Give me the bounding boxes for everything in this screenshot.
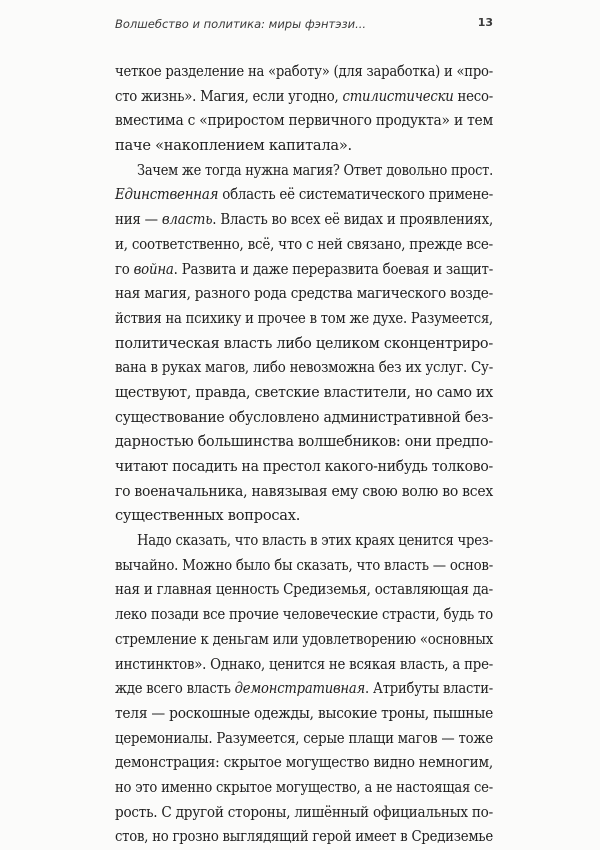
text-run: теля — роскошные одежды, высокие троны, пышные [115, 704, 494, 722]
emphasized-text: стилистически [342, 87, 454, 105]
text-run: инстинктов». Однако, ценится не всякая власть, а пре- [115, 655, 494, 673]
text-line [115, 727, 493, 752]
text-line [115, 529, 493, 554]
text-line [115, 258, 493, 283]
text-line [115, 554, 493, 579]
text-line [115, 60, 493, 85]
text-run: демонстрация: скрытое могущество видно немногим, [115, 754, 493, 772]
text-line [115, 183, 493, 208]
text-run: четкое разделение на «работу» (для заработка) и «про- [115, 63, 493, 80]
text-run: . Власть во всех её видах и проявлениях, [212, 211, 493, 229]
body-text [115, 60, 493, 850]
text-line [115, 578, 493, 603]
text-run: . Развита и даже переразвита боевая и защит- [173, 260, 494, 278]
page-number: 13 [477, 16, 493, 29]
text-line [115, 628, 493, 653]
text-line [115, 332, 493, 357]
text-run: ния — [115, 211, 162, 229]
text-line [115, 801, 493, 826]
text-run: Надо сказать, что власть в этих краях ценится чрез- [137, 532, 493, 550]
text-line [115, 381, 493, 406]
text-line [115, 233, 493, 258]
page-header [115, 14, 493, 36]
text-run: церемониалы. Разумеется, серые плащи магов — тоже [115, 729, 494, 747]
text-run: стов, но грозно выглядящий герой имеет в Средиземье [115, 828, 494, 846]
text-line [115, 825, 493, 850]
text-line [115, 109, 493, 134]
emphasized-text: война [133, 260, 174, 278]
text-run: область её систематического примене- [218, 186, 494, 204]
text-run: рость. С другой стороны, лишённый официальных по- [115, 803, 493, 821]
emphasized-text: власть [161, 211, 213, 229]
text-run: ществуют, правда, светские властители, но само их [115, 383, 493, 401]
text-run: го [115, 260, 134, 278]
text-line [115, 455, 493, 480]
text-line [115, 406, 493, 431]
text-line [115, 603, 493, 628]
text-line [115, 430, 493, 455]
text-line [115, 776, 493, 801]
text-line [115, 85, 493, 110]
text-run: вместима с «приростом первичного продукта» и тем [115, 112, 493, 130]
text-run: вана в руках магов, либо невозможна без их услуг. Су- [115, 359, 493, 377]
text-run: дарностью большинства волшебников: они предпо- [115, 433, 493, 451]
text-run: вычайно. Можно было бы сказать, что власть — основ- [115, 556, 493, 574]
text-run: существование обусловлено административной без- [115, 408, 493, 426]
text-run: но это именно скрытое могущество, а не настоящая се- [115, 778, 493, 796]
text-run: несо- [453, 87, 494, 105]
text-line [115, 702, 493, 727]
text-line [115, 134, 493, 159]
text-run: ная и главная ценность Средиземья, оставляющая да- [115, 581, 493, 599]
text-run: го военачальника, навязывая ему свою волю во всех [115, 482, 494, 500]
text-line [115, 282, 493, 307]
text-line [115, 653, 493, 678]
text-line [115, 356, 493, 381]
text-run: читают посадить на престол какого-нибудь толково- [115, 458, 494, 475]
text-run: . Атрибуты власти- [365, 680, 493, 698]
text-run: сто жизнь». Магия, если угодно, [115, 87, 343, 105]
text-run: стремление к деньгам или удовлетворению «основных [115, 630, 493, 648]
running-title: Волшебство и политика: миры фэнтэзи... [115, 17, 367, 31]
text-line [115, 677, 493, 702]
text-run: ная магия, разного рода средства магического возде- [115, 285, 493, 303]
text-line [115, 751, 493, 776]
emphasized-text: Единственная [115, 186, 219, 204]
text-line [115, 159, 493, 184]
text-line [115, 504, 493, 529]
text-run: политическая власть либо целиком сконцентриро- [115, 334, 493, 352]
text-run: паче «накоплением капитала». [115, 137, 352, 155]
text-run: и, соответственно, всё, что с ней связано, прежде все- [115, 235, 493, 253]
text-run: Зачем же тогда нужна магия? Ответ довольно прост. [137, 161, 493, 179]
text-run: жде всего власть [115, 680, 235, 698]
text-line [115, 480, 493, 505]
text-run: существенных вопросах. [115, 507, 301, 525]
text-line [115, 208, 493, 233]
text-run: йствия на психику и прочее в том же духе. Разумеется, [115, 309, 493, 327]
text-line [115, 307, 493, 332]
text-run: леко позади все прочие человеческие страсти, будь то [115, 606, 493, 624]
emphasized-text: демонстративная [234, 680, 366, 698]
